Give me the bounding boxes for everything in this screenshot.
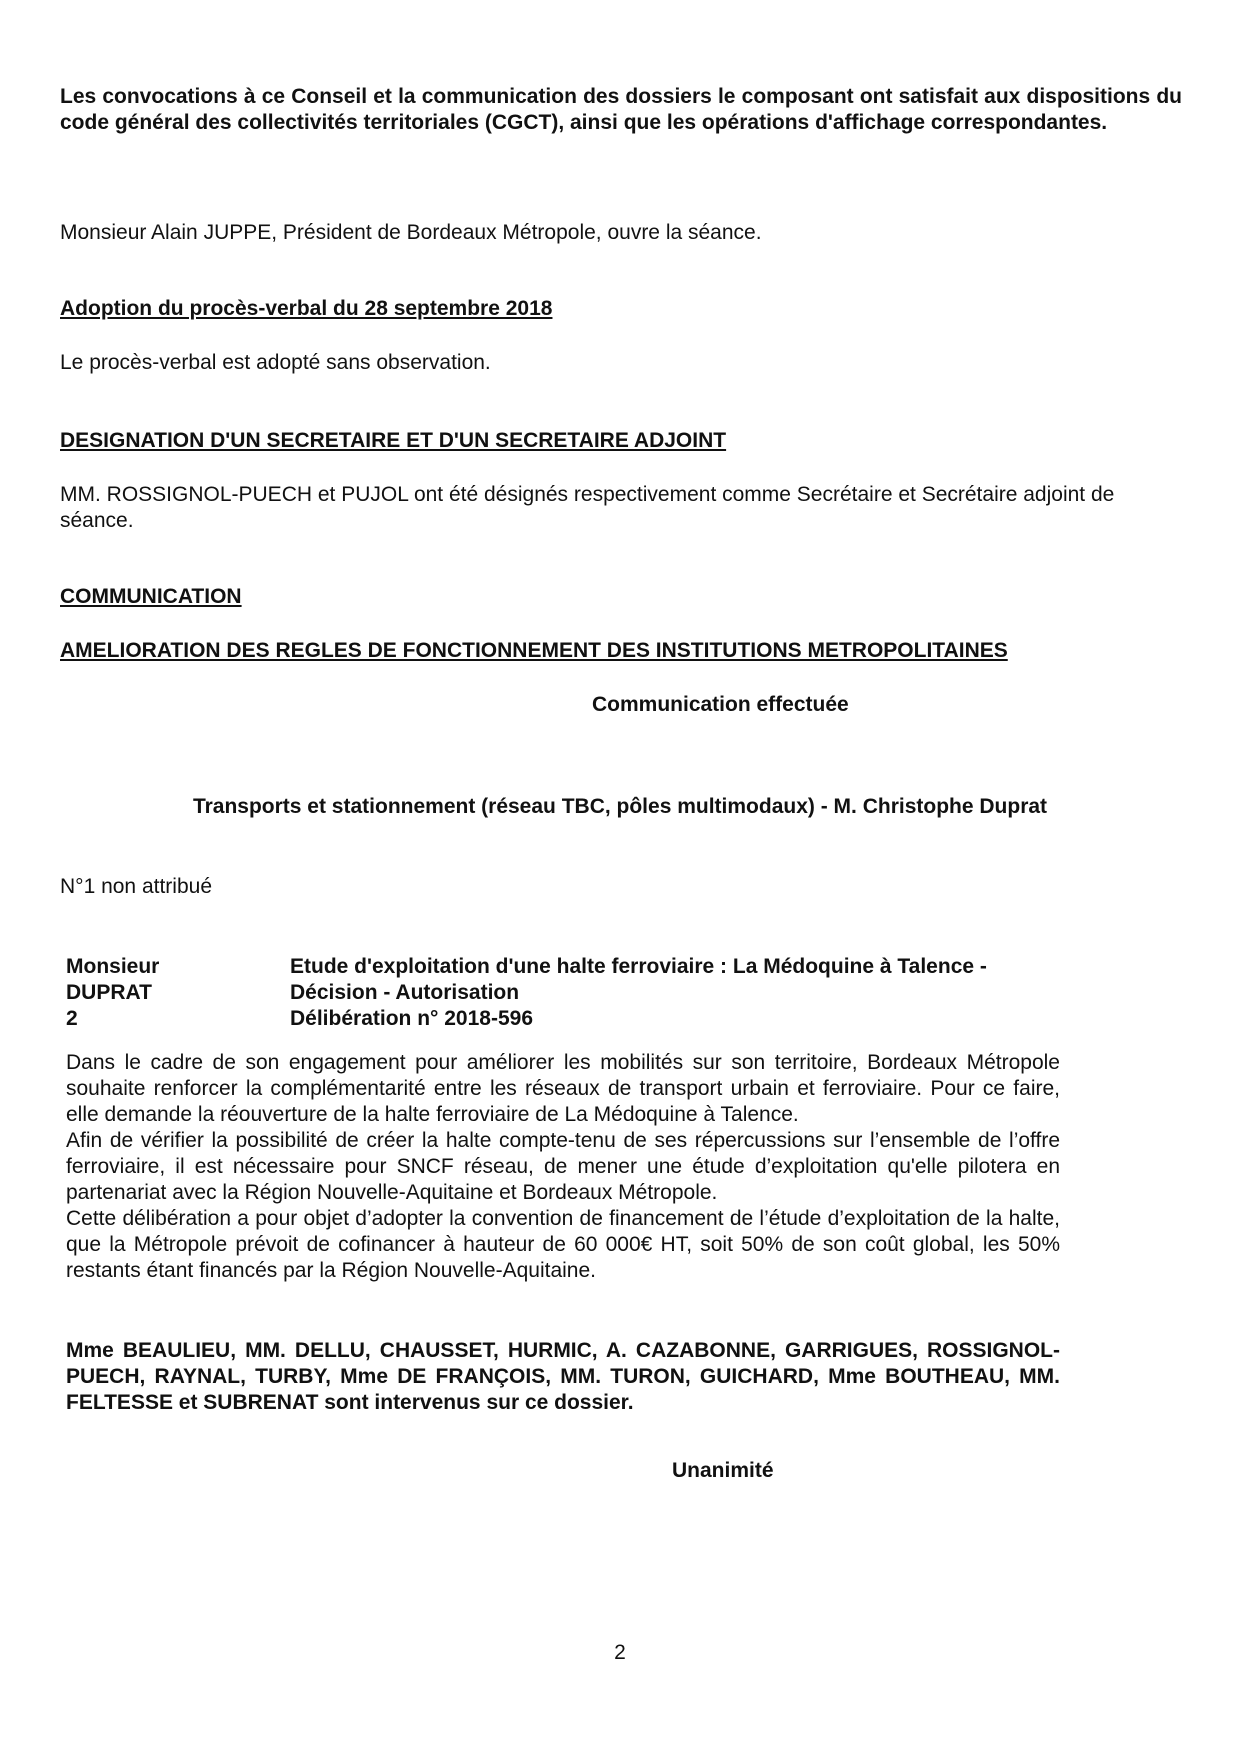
opening-statement: Monsieur Alain JUPPE, Président de Bordeaux Métropole, ouvre la séance. — [60, 221, 762, 244]
deliberation-item-number: 2 — [66, 1007, 78, 1030]
deliberation-type: Décision - Autorisation — [290, 981, 520, 1004]
communication-title: AMELIORATION DES REGLES DE FONCTIONNEMENT DES INSTITUTIONS METROPOLITAINES — [60, 639, 1008, 662]
communication-heading: COMMUNICATION — [60, 585, 242, 608]
vote-result: Unanimité — [672, 1459, 774, 1482]
rapporteur-name: DUPRAT — [66, 981, 152, 1004]
pv-adoption-text: Le procès-verbal est adopté sans observation. — [60, 351, 491, 374]
deliberation-title-block — [290, 954, 1060, 1032]
body-paragraph: Cette délibération a pour objet d’adopter la convention de financement de l’étude d’exploitation de la halte, que la Métropole prévoit de cofinancer à hauteur de 60 000€ HT, soit 50% de son coût global, les 50% restants étant financés par la Région Nouvelle-Aquitaine. — [66, 1207, 1060, 1282]
body-paragraph: Afin de vérifier la possibilité de créer la halte compte-tenu de ses répercussions sur l’ensemble de l’offre ferroviaire, il est nécessaire pour SNCF réseau, de mener une étude d’exploitation qu'elle pilotera en partenariat avec la Région Nouvelle-Aquitaine et Bordeaux Métropole. — [66, 1129, 1060, 1204]
designation-text: MM. ROSSIGNOL-PUECH et PUJOL ont été désignés respectivement comme Secrétaire et Secrétaire adjoint de séance. — [60, 483, 1115, 532]
rapporteur-block — [66, 954, 266, 1032]
communication-status: Communication effectuée — [592, 693, 849, 716]
n1-note: N°1 non attribué — [60, 875, 212, 898]
rapporteur-line: Monsieur — [66, 955, 160, 978]
intro-paragraph: Les convocations à ce Conseil et la communication des dossiers le composant ont satisfait aux dispositions du code général des collectivités territoriales (CGCT), ainsi que les opérations d'affichage correspondantes. — [60, 85, 1182, 134]
section-title: Transports et stationnement (réseau TBC, pôles multimodaux) - M. Christophe Duprat — [192, 795, 1048, 818]
designation-heading: DESIGNATION D'UN SECRETAIRE ET D'UN SECRETAIRE ADJOINT — [60, 429, 727, 452]
page-number: 2 — [614, 1641, 626, 1664]
pv-adoption-heading: Adoption du procès-verbal du 28 septembre 2018 — [60, 297, 553, 320]
deliberation-number: Délibération n° 2018-596 — [290, 1007, 533, 1030]
speakers-list: Mme BEAULIEU, MM. DELLU, CHAUSSET, HURMIC, A. CAZABONNE, GARRIGUES, ROSSIGNOL-PUECH, RAYNAL, TURBY, Mme DE FRANÇOIS, MM. TURON, GUICHARD, Mme BOUTHEAU, MM. FELTESSE et SUBRENAT sont intervenus sur ce dossier. — [66, 1339, 1060, 1414]
deliberation-title: Etude d'exploitation d'une halte ferroviaire : La Médoquine à Talence - — [290, 955, 987, 978]
deliberation-body — [66, 1050, 1060, 1284]
body-paragraph: Dans le cadre de son engagement pour améliorer les mobilités sur son territoire, Bordeaux Métropole souhaite renforcer la complémentarité entre les réseaux de transport urbain et ferroviaire. Pour ce faire, elle demande la réouverture de la halte ferroviaire de La Médoquine à Talence. — [66, 1051, 1060, 1126]
